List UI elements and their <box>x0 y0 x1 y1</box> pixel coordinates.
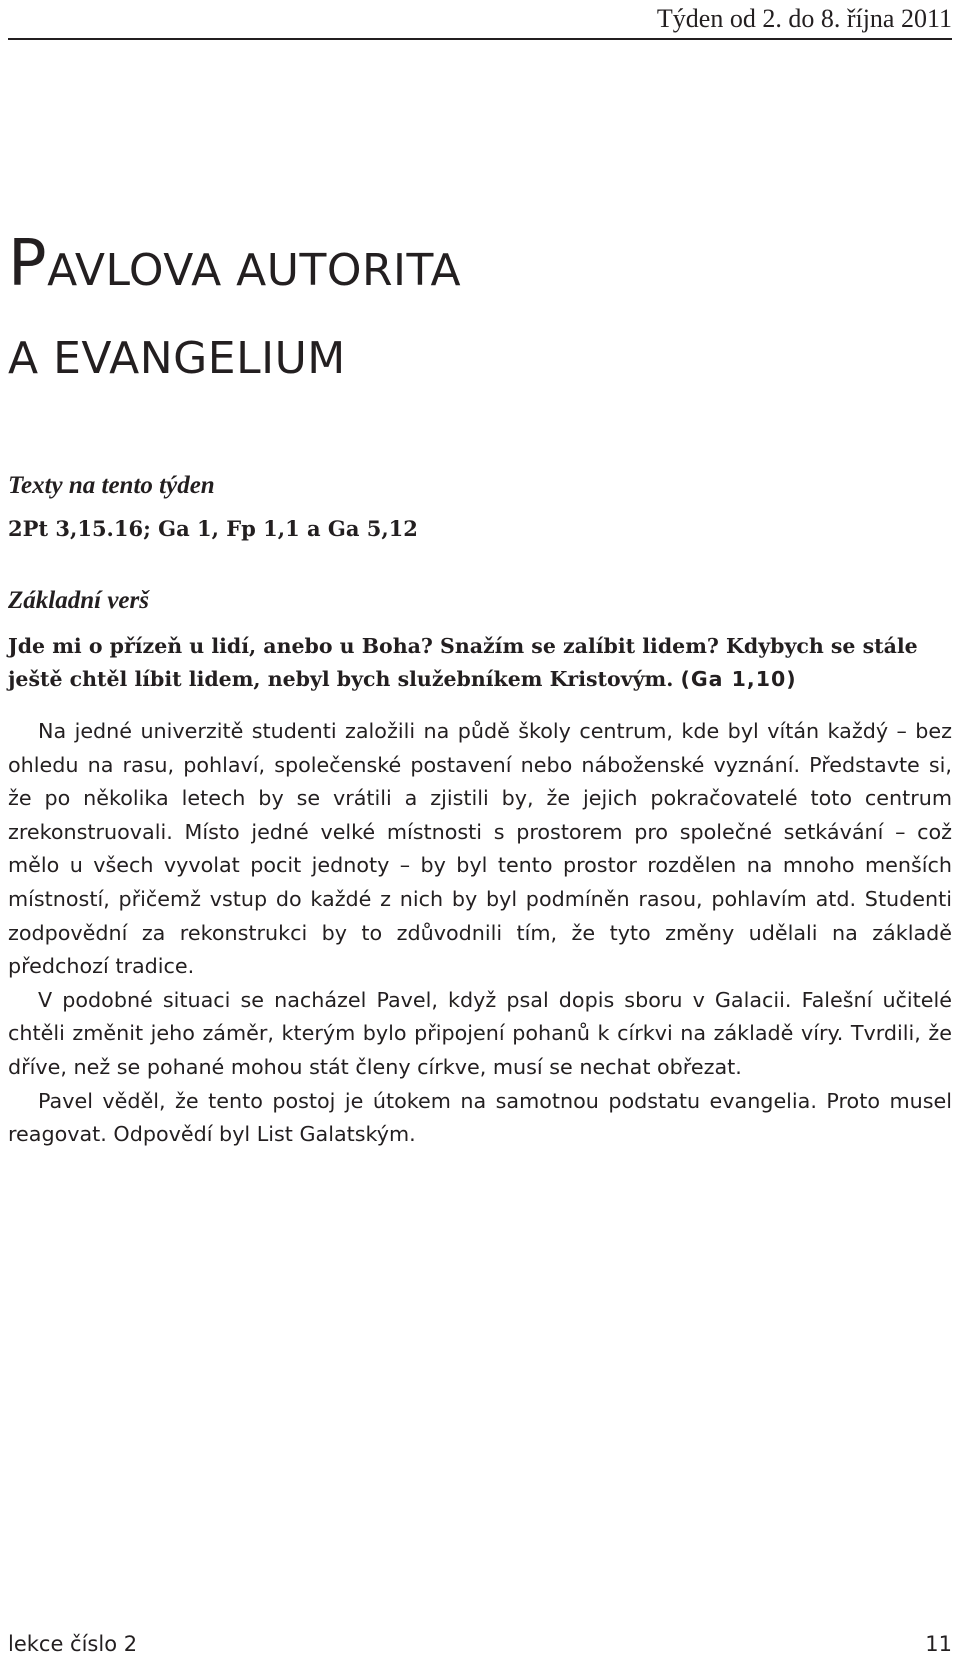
footer-page-number: 11 <box>925 1632 952 1656</box>
body-paragraph: Pavel věděl, že tento postoj je útokem na samotnou podstatu evangelia. Proto musel reagovat. Odpovědí byl List Galatským. <box>8 1088 952 1147</box>
memory-verse <box>8 630 948 696</box>
lesson-title-line-2: A EVANGELIUM <box>8 333 346 384</box>
memory-verse-text: Jde mi o přízeň u lidí, anebo u Boha? Snažím se zalíbit lidem? Kdybych se stále ještě chtěl líbit lidem, nebyl bych služebníkem Kristovým. <box>8 634 918 691</box>
lesson-title-line-1 <box>8 220 461 315</box>
header-date-range: Týden od 2. do 8. října 2011 <box>656 4 952 33</box>
texts-section-references: 2Pt 3,15.16; Ga 1, Fp 1,1 a Ga 5,12 <box>8 516 418 541</box>
memory-verse-label: Základní verš <box>8 587 149 614</box>
texts-section-label: Texty na tento týden <box>8 472 215 499</box>
memory-verse-reference: (Ga 1,10) <box>680 667 797 691</box>
body-paragraph: V podobné situaci se nacházel Pavel, když psal dopis sboru v Galacii. Falešní učitelé chtěli změnit jeho záměr, kterým bylo připojení pohanů k církvi na základě víry. Tvrdili, že dříve, než se pohané mohou stát členy církve, musí se nechat obřezat. <box>8 987 952 1079</box>
lesson-introduction <box>8 715 952 1152</box>
lesson-title <box>8 220 461 403</box>
footer-lesson-label: lekce číslo 2 <box>8 1632 138 1656</box>
lesson-title-initial: P <box>8 227 48 301</box>
body-paragraph: Na jedné univerzitě studenti založili na půdě školy centrum, kde byl vítán každý – bez ohledu na rasu, pohlaví, společenské postavení nebo náboženské vyznání. Představte si, že po několika letech by se vrátili a zjistili by, že jejich pokračovatelé toto centrum zrekonstruovali. Místo jedné velké místnosti s prostorem pro společné setkávání – což mělo u všech vyvolat pocit jednoty – by byl tento prostor rozdělen na mnoho menších místností, přičemž vstup do každé z nich by byl podmíněn rasou, pohlavím atd. Studenti zodpovědní za rekonstrukci by to zdůvodnili tím, že tyto změny udělali na základě předchozí tradice. <box>8 719 952 979</box>
lesson-title-line-1-rest: AVLOVA AUTORITA <box>47 245 462 296</box>
header-divider <box>8 38 952 40</box>
